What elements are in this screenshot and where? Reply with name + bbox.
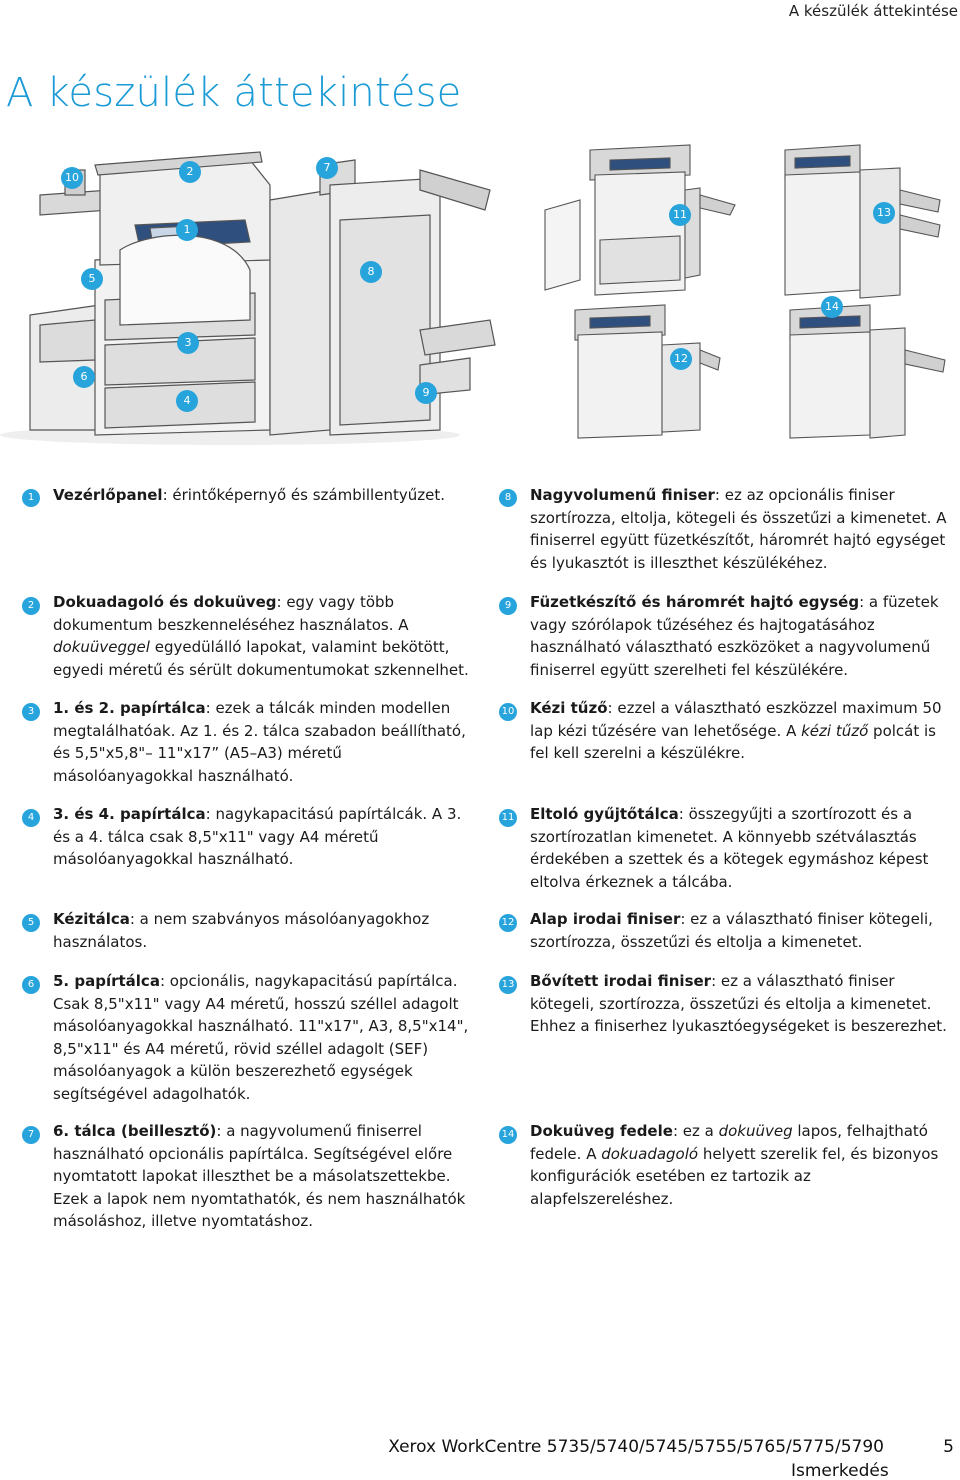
item-term: Dokuadagoló és dokuüveg — [53, 593, 277, 611]
item-term: 6. tálca (beillesztő) — [53, 1122, 217, 1140]
item-term: 1. és 2. papírtálca — [53, 699, 206, 717]
item-term: Bővített irodai finiser — [530, 972, 712, 990]
item-text: : ezzel a választható eszközzel maximum 50 lap kézi tűzésére van lehetősége. A — [530, 699, 942, 740]
item-11 — [530, 803, 950, 893]
item-1 — [53, 484, 473, 507]
item-5 — [53, 908, 478, 953]
item-6 — [53, 970, 478, 1105]
callout-8: 8 — [360, 261, 382, 283]
device-drawing — [0, 130, 960, 450]
item-term: Kézitálca — [53, 910, 130, 928]
item-7 — [53, 1120, 478, 1233]
item-term: Eltoló gyűjtőtálca — [530, 805, 679, 823]
item-text: polcát is fel kell szerelni a készülékre. — [530, 721, 936, 762]
item-text: : ezek a tálcák minden modellen megtalálhatóak. Az 1. és 2. tálca szabadon beállítható, és 5,5"x5,8"– 11"x17” (A5–A3) méretű másolóanyagokkal használható. — [53, 699, 466, 785]
item-term: Füzetkészítő és háromrét hajtó egység — [530, 593, 860, 611]
callout-6: 6 — [73, 366, 95, 388]
callout-11: 11 — [669, 204, 691, 226]
item-number-7: 7 — [22, 1126, 40, 1144]
footer-page-number: 5 — [943, 1437, 954, 1457]
item-number-12: 12 — [499, 914, 517, 932]
item-text: helyett szerelik fel, és bizonyos konfigurációk esetében ez tartozik az alapfelszereléshez. — [530, 1144, 939, 1208]
item-term: Vezérlőpanel — [53, 486, 163, 504]
item-number-8: 8 — [499, 489, 517, 507]
item-13 — [530, 970, 955, 1038]
callout-10: 10 — [61, 167, 83, 189]
callout-7: 7 — [316, 157, 338, 179]
callout-13: 13 — [873, 202, 895, 224]
callout-5: 5 — [81, 268, 103, 290]
item-8 — [530, 484, 955, 574]
callout-4: 4 — [176, 390, 198, 412]
device-illustration — [0, 130, 960, 450]
item-9 — [530, 591, 955, 681]
running-header: A készülék áttekintése — [788, 2, 958, 20]
item-number-1: 1 — [22, 489, 40, 507]
item-text: : a nagyvolumenű finiserrel használható opcionális papírtálca. Segítségével előre nyomtatott lapokat illeszthet be a másolatszettekbe. Ezek a lapok nem nyomtathatók, és nem használhatók másoláshoz, illetve nyomtatáshoz. — [53, 1122, 466, 1230]
item-text: : ez az opcionális finiser szortírozza, eltolja, kötegeli és összetűzi a kimenetet. A finiserrel együtt füzetkészítőt, háromrét hajtó egységet és lyukasztót is illeszthet készülékéhez. — [530, 486, 947, 572]
item-text: lapos, felhajtható fedele. A — [530, 1122, 928, 1163]
item-number-11: 11 — [499, 809, 517, 827]
item-14 — [530, 1120, 950, 1210]
item-text: : a nem szabványos másolóanyagokhoz használatos. — [53, 910, 430, 951]
callout-14: 14 — [821, 296, 843, 318]
item-number-3: 3 — [22, 703, 40, 721]
footer-section: Ismerkedés — [791, 1461, 889, 1480]
item-term: Kézi tűző — [530, 699, 608, 717]
item-number-13: 13 — [499, 976, 517, 994]
footer-product: Xerox WorkCentre 5735/5740/5745/5755/5765/5775/5790 — [388, 1437, 884, 1457]
item-2 — [53, 591, 478, 681]
item-text: : opcionális, nagykapacitású papírtálca. Csak 8,5"x11" vagy A4 méretű, hosszú széllel adagolt másolóanyagokkal használható. 11"x17", A3, 8,5"x14", 8,5"x11" és A4 méretű, rövid széllel adagolt (SEF) másolóanyagok a külön beszerezhető egységek segítségével adagolhatók. — [53, 972, 469, 1103]
item-text: : érintőképernyő és számbillentyűzet. — [162, 486, 445, 504]
item-term: Nagyvolumenű finiser — [530, 486, 715, 504]
callout-1: 1 — [176, 219, 198, 241]
item-10 — [530, 697, 950, 765]
item-12 — [530, 908, 950, 953]
item-text: : ez a választható finiser kötegeli, szortírozza, összetűzi és eltolja a kimenetet. — [530, 910, 933, 951]
item-number-6: 6 — [22, 976, 40, 994]
item-term: 3. és 4. papírtálca — [53, 805, 206, 823]
callout-9: 9 — [415, 382, 437, 404]
item-term: Dokuüveg fedele — [530, 1122, 673, 1140]
item-number-10: 10 — [499, 703, 517, 721]
item-text: : nagykapacitású papírtálcák. A 3. és a 4. tálca csak 8,5"x11" vagy A4 méretű másolóanyagokkal használható. — [53, 805, 462, 868]
callout-2: 2 — [179, 161, 201, 183]
machine-with-basic-finisher — [575, 305, 945, 438]
item-text: : ez a választható finiser kötegeli, szortírozza, összetűzi és eltolja a kimenetet. Ehhez a finiserhez lyukasztóegységeket is beszerezhet. — [530, 972, 947, 1035]
item-number-5: 5 — [22, 914, 40, 932]
item-number-9: 9 — [499, 597, 517, 615]
item-emphasis: dokuüveggel — [53, 638, 150, 656]
item-number-14: 14 — [499, 1126, 517, 1144]
callout-3: 3 — [177, 332, 199, 354]
item-number-4: 4 — [22, 809, 40, 827]
item-emphasis: dokuüveg — [718, 1122, 793, 1140]
item-3 — [53, 697, 478, 787]
item-text: : a füzetek vagy szórólapok tűzéséhez és hajtogatásához használható választható eszközöket a nagyvolumenű finiserrel együtt szerelheti fel készülékére. — [530, 593, 939, 679]
page-title: A készülék áttekintése — [6, 70, 462, 116]
item-text: : ez a — [672, 1122, 719, 1140]
item-4 — [53, 803, 478, 871]
item-emphasis: dokuadagoló — [601, 1144, 699, 1163]
item-emphasis: kézi tűző — [801, 721, 869, 740]
item-text: egyedülálló lapokat, valamint bekötött, egyedi méretű és sérült dokumentumokat szkennelhet. — [53, 638, 469, 679]
item-number-2: 2 — [22, 597, 40, 615]
item-term: 5. papírtálca — [53, 972, 160, 990]
item-term: Alap irodai finiser — [530, 910, 681, 928]
item-text: : egy vagy több dokumentum beszkenneléséhez használatos. A — [53, 593, 409, 634]
callout-12: 12 — [670, 348, 692, 370]
item-text: : összegyűjti a szortírozott és a szortírozatlan kimenetet. A könnyebb szétválasztás érdekében a szettek és a kötegek egymáshoz képest eltolva érkeznek a tálcába. — [530, 805, 929, 891]
